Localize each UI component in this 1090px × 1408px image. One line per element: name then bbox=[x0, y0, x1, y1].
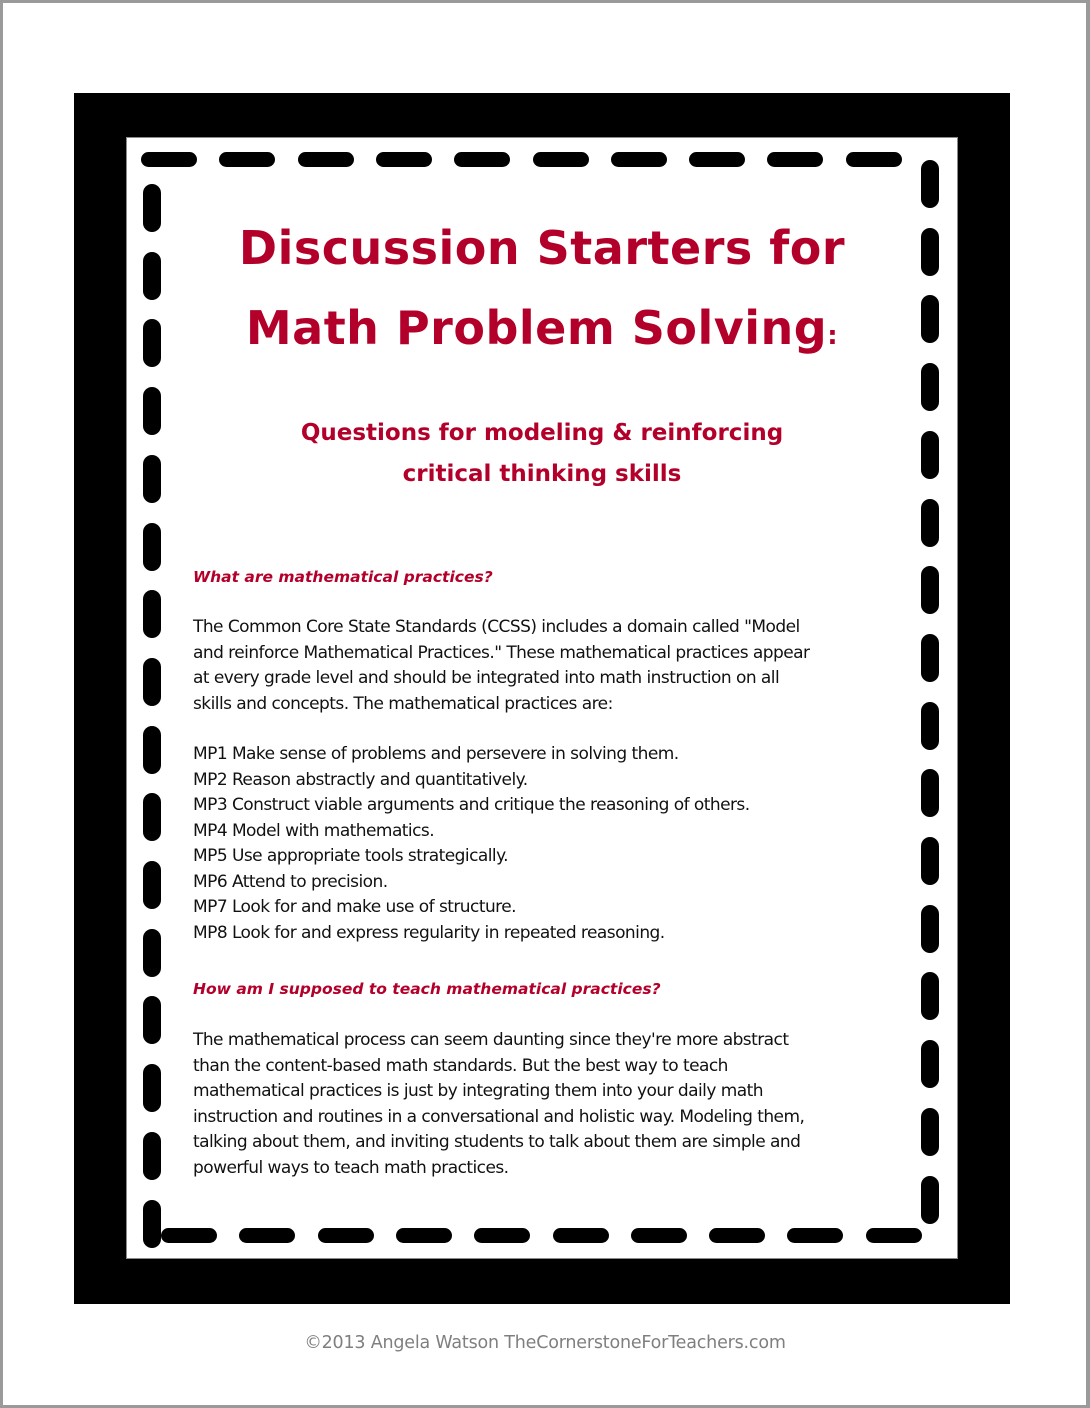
document-title bbox=[126, 208, 958, 376]
border-dash bbox=[921, 1108, 939, 1156]
paragraph-line: powerful ways to teach math practices. bbox=[193, 1157, 509, 1178]
practice-item-mp2: MP2 Reason abstractly and quantitatively. bbox=[193, 769, 528, 790]
border-dash bbox=[787, 1228, 843, 1243]
border-dash bbox=[921, 1040, 939, 1088]
border-dash bbox=[143, 1064, 161, 1112]
border-dash bbox=[631, 1228, 687, 1243]
title-line-1: Discussion Starters for bbox=[238, 221, 846, 275]
paragraph-line: skills and concepts. The mathematical practices are: bbox=[193, 693, 613, 714]
border-dash bbox=[143, 590, 161, 638]
subtitle-line-1: Questions for modeling & reinforcing bbox=[300, 420, 784, 446]
title-line-2 bbox=[126, 288, 958, 376]
border-dash bbox=[921, 634, 939, 682]
copyright-footer: ©2013 Angela Watson TheCornerstoneForTeachers.com bbox=[304, 1333, 786, 1353]
border-dash bbox=[709, 1228, 765, 1243]
border-dash bbox=[921, 1176, 939, 1224]
title-line-2-text: Math Problem Solving bbox=[245, 301, 828, 355]
border-dash bbox=[396, 1228, 452, 1243]
border-dash bbox=[143, 523, 161, 571]
practice-item-mp5: MP5 Use appropriate tools strategically. bbox=[193, 846, 509, 866]
border-dash bbox=[454, 152, 510, 167]
border-dash bbox=[161, 1228, 217, 1243]
document-subtitle bbox=[126, 413, 958, 495]
section-1-heading: What are mathematical practices? bbox=[193, 568, 493, 586]
border-dash bbox=[767, 152, 823, 167]
border-dash bbox=[219, 152, 275, 167]
border-dash bbox=[141, 152, 197, 167]
practice-item-mp8: MP8 Look for and express regularity in repeated reasoning. bbox=[193, 922, 665, 943]
border-dash bbox=[866, 1228, 922, 1243]
border-dash bbox=[376, 152, 432, 167]
paragraph-line: The mathematical process can seem daunting since they're more abstract bbox=[193, 1030, 789, 1050]
border-dash bbox=[143, 726, 161, 774]
paragraph-line: and reinforce Mathematical Practices." These mathematical practices appear bbox=[193, 642, 810, 663]
border-dash bbox=[533, 152, 589, 167]
practice-item-mp6: MP6 Attend to precision. bbox=[193, 871, 388, 892]
practice-item-mp7: MP7 Look for and make use of structure. bbox=[193, 897, 516, 917]
border-dash bbox=[239, 1228, 295, 1243]
border-dash bbox=[921, 972, 939, 1020]
border-dash bbox=[921, 499, 939, 547]
border-dash bbox=[921, 769, 939, 817]
border-dash bbox=[318, 1228, 374, 1243]
paragraph-line: instruction and routines in a conversational and holistic way. Modeling them, bbox=[193, 1106, 805, 1127]
border-dash bbox=[298, 152, 354, 167]
section-1-paragraph bbox=[193, 615, 893, 717]
border-dash bbox=[921, 702, 939, 750]
practice-item-mp1: MP1 Make sense of problems and persevere in solving them. bbox=[193, 744, 679, 764]
paragraph-line: talking about them, and inviting students to talk about them are simple and bbox=[193, 1132, 801, 1152]
border-dash bbox=[143, 793, 161, 841]
border-dash bbox=[611, 152, 667, 167]
border-dash bbox=[921, 905, 939, 953]
subtitle-line-2: critical thinking skills bbox=[402, 461, 682, 487]
title-colon: : bbox=[827, 321, 839, 351]
paragraph-line: mathematical practices is just by integrating them into your daily math bbox=[193, 1081, 763, 1101]
practices-list bbox=[193, 742, 893, 946]
border-dash bbox=[143, 996, 161, 1044]
practice-item-mp3: MP3 Construct viable arguments and critique the reasoning of others. bbox=[193, 795, 750, 815]
section-2-paragraph bbox=[193, 1028, 893, 1181]
border-dash bbox=[921, 566, 939, 614]
paragraph-line: The Common Core State Standards (CCSS) includes a domain called "Model bbox=[193, 617, 800, 637]
border-dash bbox=[553, 1228, 609, 1243]
paragraph-line: at every grade level and should be integrated into math instruction on all bbox=[193, 668, 780, 688]
border-dash bbox=[143, 1200, 161, 1248]
border-dash bbox=[474, 1228, 530, 1243]
border-dash bbox=[846, 152, 902, 167]
border-dash bbox=[143, 658, 161, 706]
border-dash bbox=[143, 1132, 161, 1180]
practice-item-mp4: MP4 Model with mathematics. bbox=[193, 820, 435, 841]
border-dash bbox=[921, 837, 939, 885]
border-dash bbox=[143, 929, 161, 977]
border-dash bbox=[143, 861, 161, 909]
section-2-heading: How am I supposed to teach mathematical practices? bbox=[193, 980, 661, 998]
border-dash bbox=[689, 152, 745, 167]
paragraph-line: than the content-based math standards. But the best way to teach bbox=[193, 1055, 728, 1076]
border-dash bbox=[921, 160, 939, 208]
